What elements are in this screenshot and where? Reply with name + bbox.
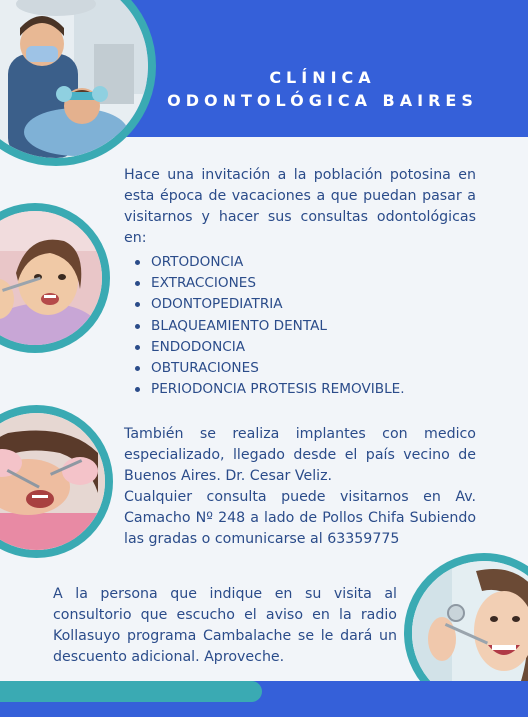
implants-paragraph: También se realiza implantes con medico especializado, llegado desde el país vecino de Buenos Aires. Dr. Cesar Veliz. (124, 426, 476, 484)
clinic-title (150, 66, 495, 112)
intro-paragraph: Hace una invitación a la población potosina en esta época de vacaciones a que puedan pasar a visitarnos y hacer sus consultas odontológicas en: (124, 167, 476, 246)
dentist-photo (0, 0, 156, 166)
service-item: ENDODONCIA (134, 337, 405, 358)
footer-accent-bar (0, 681, 262, 702)
service-item: ODONTOPEDIATRIA (134, 294, 405, 315)
promo-paragraph: A la persona que indique en su visita al consultorio que escucho el aviso en la radio Kollasuyo programa Cambalache se le dará un descuento adicional. Aproveche. (53, 586, 397, 665)
dentist-photo-illustration (0, 0, 148, 158)
service-item: BLAQUEAMIENTO DENTAL (134, 316, 405, 337)
patient-exam-photo (0, 405, 113, 558)
service-item: ORTODONCIA (134, 252, 405, 273)
service-item: OBTURACIONES (134, 358, 405, 379)
contact-paragraph: Cualquier consulta puede visitarnos en Av. Camacho Nº 248 a lado de Pollos Chifa Subiendo las gradas o comunicarse al 63359775 (124, 489, 476, 547)
service-item: EXTRACCIONES (134, 273, 405, 294)
patient-exam-photo-illustration (0, 413, 105, 550)
service-item: PERIODONCIA PROTESIS REMOVIBLE. (134, 379, 405, 400)
services-list (134, 252, 405, 400)
girl-dentist-photo-illustration (0, 211, 102, 345)
girl-dentist-photo (0, 203, 110, 353)
clinic-title-line-2: ODONTOLÓGICA BAIRES (167, 91, 478, 110)
clinic-title-line-1: CLÍNICA (269, 68, 376, 87)
